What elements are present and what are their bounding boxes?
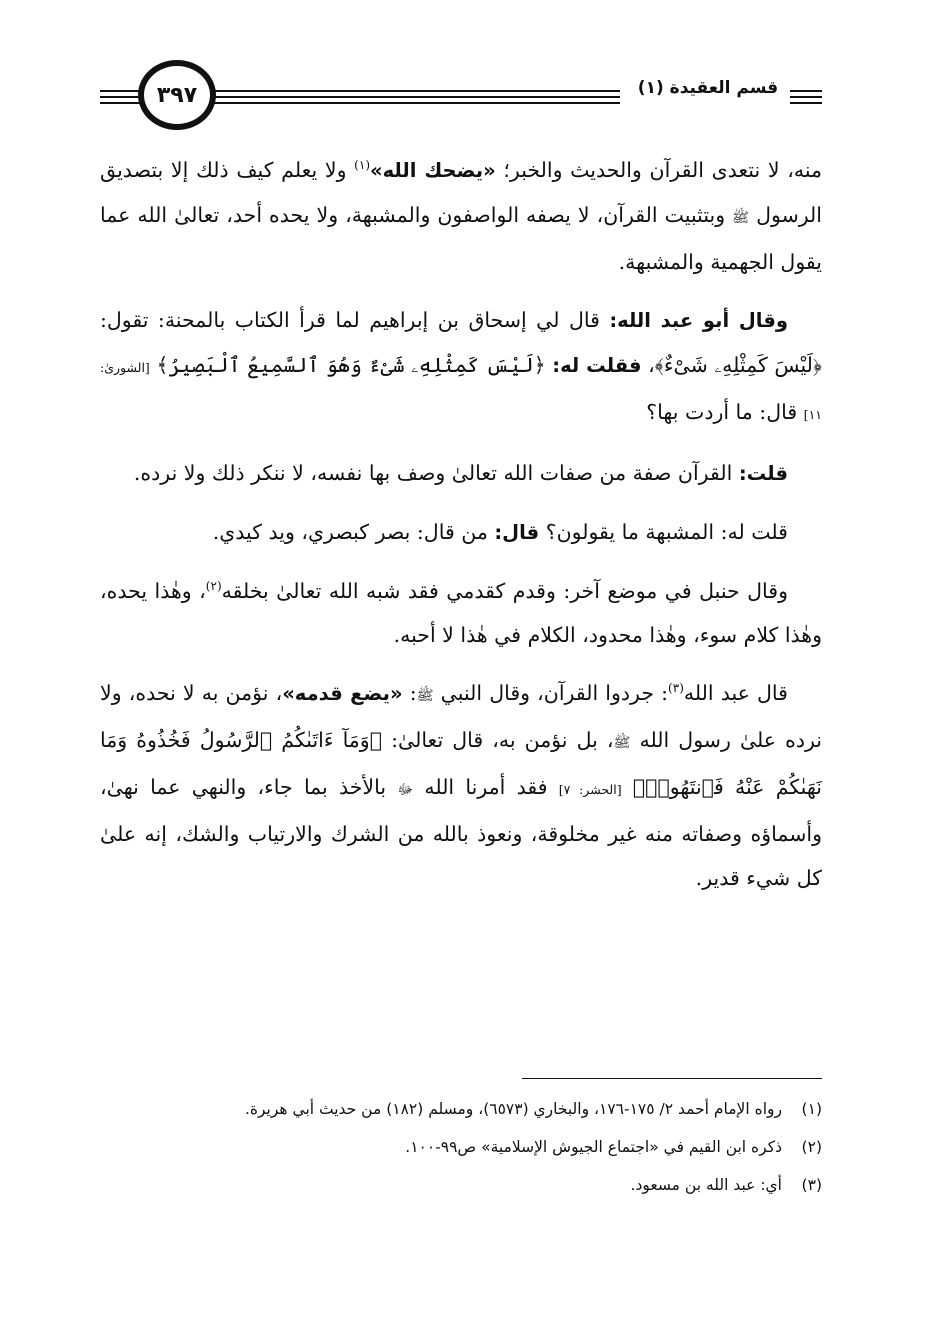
text-run: من قال: بصر كبصري، ويد كيدي.: [212, 520, 495, 544]
paragraph-5: [100, 569, 822, 657]
text-run: ، بل نؤمن به، قال تعالىٰ:: [382, 728, 614, 752]
footnote: [100, 1168, 822, 1202]
text-run: وبتثبيت القرآن، لا يصفه الواصفون والمشبهة، ولا يحده أحد، تعالىٰ الله عما يقول الجهمية والمشبهة.: [100, 203, 822, 274]
footnote-text: رواه الإمام أحمد ٢/ ١٧٥-١٧٦، والبخاري (٦٥٧٣)، ومسلم (١٨٢) من حديث أبي هريرة.: [244, 1100, 782, 1118]
paragraph-4: [100, 510, 822, 555]
text-run: ولا يعلم كيف ذلك إلا بتصديق الرسول: [100, 158, 822, 227]
header-rule: [100, 102, 140, 104]
text-run: قال لي إسحاق بن إبراهيم لما قرأ الكتاب بالمحنة: تقول:: [100, 308, 610, 332]
text-run: : جردوا القرآن، وقال النبي: [433, 681, 669, 705]
header-rule: [790, 102, 822, 104]
text-run: قال عبد الله: [683, 681, 788, 705]
header-rule: [790, 96, 822, 98]
footnote-text: أي: عبد الله بن مسعود.: [630, 1176, 782, 1194]
speaker-label: قال:: [494, 521, 540, 544]
footnote: [100, 1130, 822, 1164]
header-rule: [212, 102, 620, 104]
footnotes: [100, 1092, 822, 1206]
header-rule: [212, 96, 620, 98]
footnote-number: (٣): [801, 1176, 822, 1194]
footnote-ref: (٣): [668, 681, 684, 696]
quran-verse: ﴿لَيْسَ كَمِثْلِهِۦ شَىْءٌ وَهُوَ ٱلسَّمِيعُ ٱلْبَصِيرُ﴾: [156, 353, 546, 377]
text-run: فقد أمرنا الله: [413, 775, 559, 799]
text-run: :: [402, 681, 417, 705]
text-run: ، نؤمن به لا نحده، ولا نرده علىٰ رسول الله: [100, 681, 823, 752]
verse-reference: [الشورىٰ: ١١]: [100, 360, 822, 422]
quran-verse: ﴿لَيْسَ كَمِثْلِهِۦ شَىْءٌ﴾: [654, 353, 822, 377]
footnote-separator: [522, 1078, 822, 1079]
header-rule: [100, 90, 140, 92]
footnote-ref: (١): [354, 158, 370, 173]
speaker-label: فقلت له:: [552, 354, 642, 377]
page-number-badge: [138, 60, 216, 130]
paragraph-2: [100, 298, 822, 437]
speaker-label: قلت:: [738, 462, 788, 485]
footnote-number: (١): [801, 1100, 822, 1118]
honorific-glyph: ﷺ: [613, 735, 631, 751]
footnote: [100, 1092, 822, 1126]
honorific-glyph: ﷺ: [416, 688, 434, 704]
speaker-label: وقال أبو عبد الله:: [609, 309, 788, 332]
footnote-ref: (٢): [205, 579, 222, 594]
text-run: وقال حنبل في موضع آخر: وقدم كقدمي فقد شبه الله تعالىٰ بخلقه: [221, 579, 788, 603]
text-run: بالأخذ بما جاء، والنهي عما نهىٰ، وأسماؤه وصفاته منه غير مخلوقة، ونعوذ بالله من الشرك والارتياب والشك، إنه علىٰ كل شيء قدير.: [100, 775, 822, 890]
text-run: ،: [641, 353, 655, 377]
honorific-glyph: ﷻ: [397, 782, 414, 798]
honorific-glyph: ﷺ: [732, 210, 750, 226]
paragraph-6: [100, 671, 822, 900]
header-rule: [100, 96, 140, 98]
page-header: [100, 58, 822, 136]
text-run: قلت له: المشبهة ما يقولون؟: [539, 520, 788, 544]
verse-reference: [الحشر: ٧]: [558, 782, 622, 797]
hadith-quote: «يضع قدمه»: [282, 682, 403, 705]
footnote-text: ذكره ابن القيم في «اجتماع الجيوش الإسلامية» ص٩٩-١٠٠.: [405, 1138, 782, 1156]
footnote-number: (٢): [801, 1138, 822, 1156]
quran-verse: ﴿وَمَآ ءَاتَىٰكُمُ ٱلرَّسُولُ فَخُذُوهُ وَمَا نَهَىٰكُمْ عَنْهُ فَٱنتَهُوا۟﴾: [100, 728, 823, 799]
page-number: ٣٩٧: [156, 82, 198, 108]
main-text: [100, 148, 822, 914]
text-run: [622, 775, 633, 799]
text-run: القرآن صفة من صفات الله تعالىٰ وصف بها نفسه، لا ننكر ذلك ولا نرده.: [133, 461, 739, 485]
text-run: منه، لا نتعدى القرآن والحديث والخبر؛: [495, 158, 822, 182]
header-rule: [790, 90, 822, 92]
section-title: قسم العقيدة (١): [637, 78, 779, 98]
text-run: قال: ما أردت بها؟: [646, 400, 804, 424]
paragraph-1: [100, 148, 822, 284]
header-rule: [212, 90, 620, 92]
text-run: ، وهٰذا يحده، وهٰذا كلام سوء، وهٰذا محدود، الكلام في هٰذا لا أحبه.: [100, 579, 822, 647]
paragraph-3: [100, 451, 822, 496]
hadith-quote: «يضحك الله»: [370, 159, 496, 182]
